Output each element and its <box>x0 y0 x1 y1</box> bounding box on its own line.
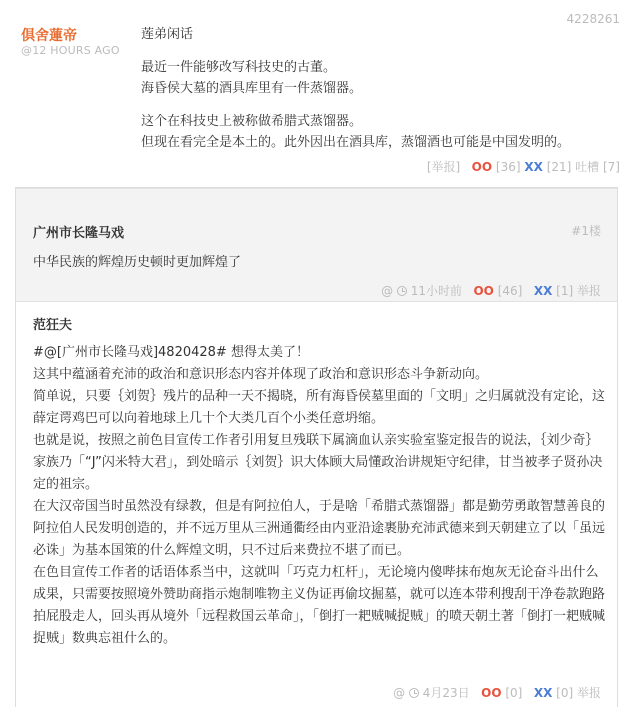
comment-line: 在色目宣传工作者的话语体系当中，这就叫「巧克力杠杆」，无论境内傻哔抹布炮灰无论奋斗出什么成果，只需要按照境外赞助商指示炮制唯物主义伪证再偷坟掘墓，就可以连本带利搜刮干净卷款跑路拍屁股走人，回头再从境外「远程救国云革命」，「倒打一耙贼喊捉贼」的喷天朝土著「倒打一耙贼喊捉贼」数典忘祖什么的。 <box>33 565 606 646</box>
comment-line: #@[广州市长隆马戏]4820428# 想得太美了！ <box>33 345 309 360</box>
comment-author[interactable]: 范狂夫 <box>33 318 73 333</box>
comment-meta <box>393 684 601 701</box>
reply-at-button[interactable]: @ <box>393 686 406 700</box>
oo-vote-button[interactable]: OO <box>471 160 493 174</box>
oo-vote-button[interactable]: OO <box>481 686 502 700</box>
main-post <box>0 0 641 186</box>
comment-time: 11小时前 <box>410 284 463 298</box>
clock-icon <box>397 286 407 296</box>
post-paragraph: 最近一件能够改写科技史的古董。 海昏侯大墓的酒具库里有一件蒸馏器。 <box>141 60 363 96</box>
post-body <box>141 24 621 161</box>
xx-count: [1] <box>556 284 574 298</box>
report-link[interactable]: 举报 <box>576 284 601 298</box>
comment-floor: #1楼 <box>571 224 601 238</box>
oo-count: [46] <box>497 284 523 298</box>
xx-vote-button[interactable]: XX <box>533 686 553 700</box>
xx-count: [0] <box>556 686 574 700</box>
comments-panel <box>15 187 618 707</box>
oo-count: [0] <box>505 686 523 700</box>
post-paragraph: 这个在科技史上被称做希腊式蒸馏器。 但现在看完全是本土的。此外因出在酒具库，蒸馏酒也可能是中国发明的。 <box>141 114 571 150</box>
comment-line: 也就是说，按照之前色目宣传工作者引用复旦残联下属滴血认亲实验室鉴定报告的说法，｛刘少奇｝家族乃「“J”闪米特大君」，到处暗示｛刘贺｝识大体顾大局懂政治讲规矩守纪律，甘当被孝子贤孙决定的祖宗。 <box>33 433 603 492</box>
xx-vote-button[interactable]: XX <box>524 160 543 174</box>
xx-vote-button[interactable]: XX <box>533 284 553 298</box>
report-link[interactable]: 举报 <box>576 686 601 700</box>
oo-vote-button[interactable]: OO <box>473 284 494 298</box>
comment-item <box>16 188 617 302</box>
post-id[interactable]: 4228261 <box>566 12 620 26</box>
comment-text <box>33 342 605 650</box>
xx-count: [21] <box>546 160 572 174</box>
tucao-link[interactable]: 吐槽 [7] <box>575 160 620 174</box>
comment-item <box>16 302 617 708</box>
reply-at-button[interactable]: @ <box>381 284 394 298</box>
comment-line: 简单说，只要｛刘贺｝残片的品种一天不揭晓，所有海昏侯墓里面的「文明」之归属就没有定论，这薛定谔鸡巴可以向着地球上几十个大类几百个小类任意坍缩。 <box>33 389 606 426</box>
comment-line: 在大汉帝国当时虽然没有绿教，但是有阿拉伯人，于是啥「希腊式蒸馏器」都是勤劳勇敢智慧善良的阿拉伯人民发明创造的，并不远万里从三洲通衢经由内亚沿途裹胁充沛武德来到天朝建立了以「虽远必诛」为基本国策的什么辉煌文明，只不过后来费拉不堪了而已。 <box>33 499 606 558</box>
comment-text: 中华民族的辉煌历史顿时更加辉煌了 <box>33 255 242 270</box>
comment-line: 这其中蕴涵着充沛的政治和意识形态内容并体现了政治和意识形态斗争新动向。 <box>33 367 489 382</box>
comment-author[interactable]: 广州市长隆马戏 <box>33 226 125 241</box>
post-timestamp: @12 HOURS AGO <box>21 44 120 57</box>
oo-count: [36] <box>495 160 521 174</box>
comment-meta <box>381 282 601 299</box>
comment-time: 4月23日 <box>422 686 470 700</box>
post-paragraph: 莲弟闲话 <box>141 27 194 42</box>
report-link[interactable]: [举报] <box>426 160 461 174</box>
post-actions <box>427 158 620 175</box>
post-author[interactable]: 倶舍蓮帝 <box>21 28 77 44</box>
clock-icon <box>409 688 419 698</box>
